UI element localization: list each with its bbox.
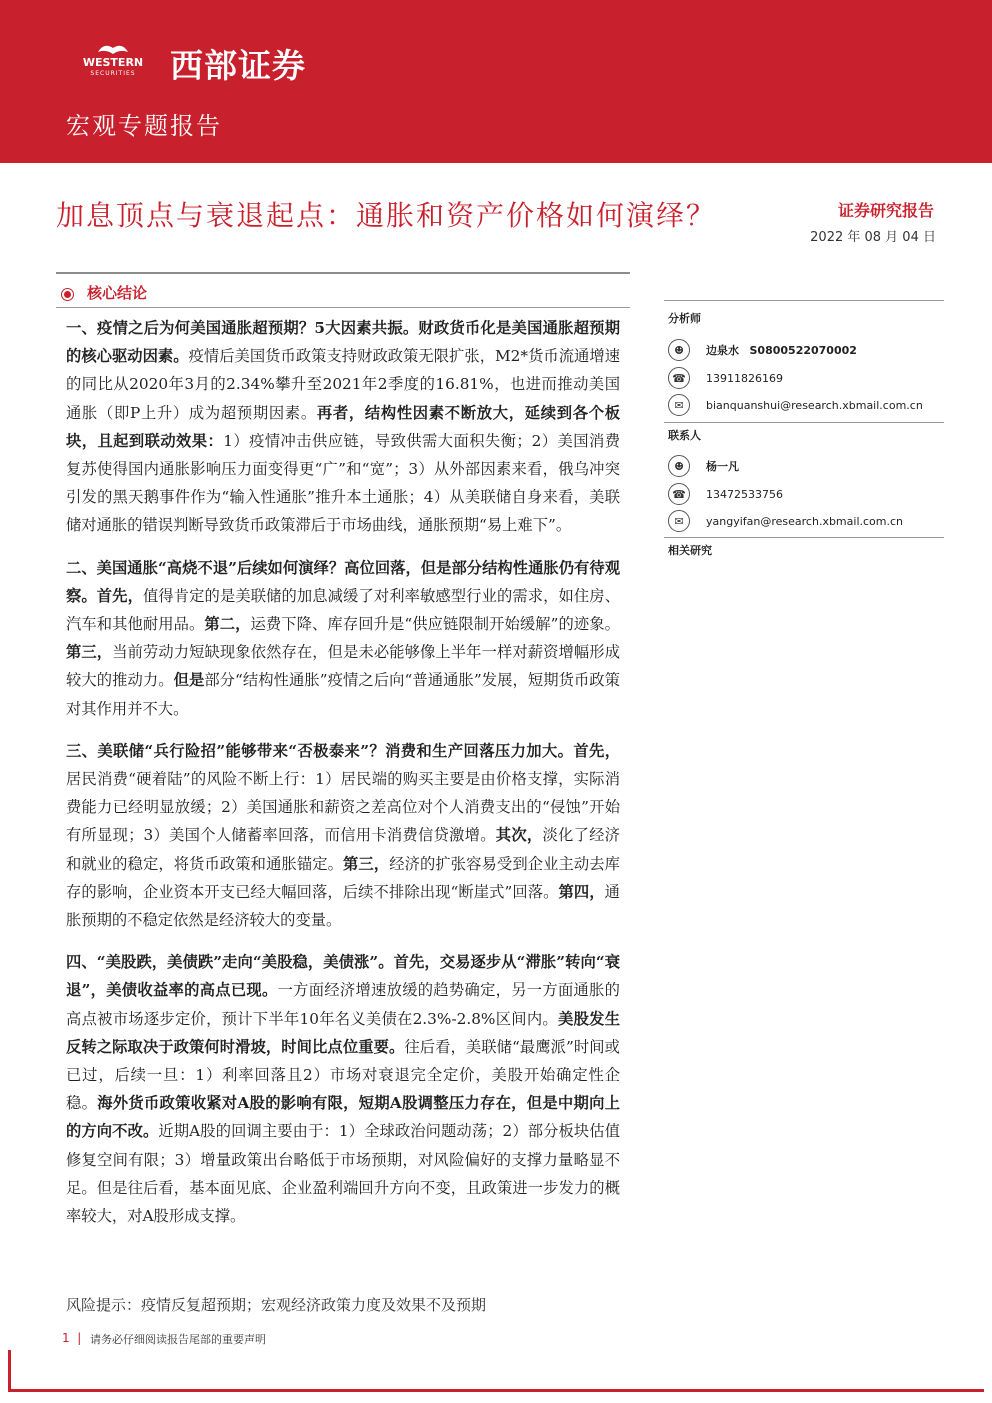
para-3-seg-4: 淡化了经济和就业的稳定，将货币政策和通胀锚定。: [66, 826, 620, 873]
phone-icon: ☎: [668, 483, 690, 505]
para-4-seg-6: 近期A股的回调主要由于：1）全球政治问题动荡；2）部分板块估值修复空间有限；3）增量政策出台略低于市场预期，对风险偏好的支撑力量略显不足。但是往后看，基本面见底、企业盈利端回升方向不变，且政策进一步发力的概率较大，对A股形成支撑。: [66, 1122, 620, 1226]
para-2-seg-3: 第二，: [204, 615, 251, 634]
mail-icon: ✉: [668, 510, 690, 532]
analyst-label: 分析师: [668, 312, 701, 325]
header-banner: [0, 0, 992, 163]
para-3-seg-6: 经济的扩张容易受到企业主动去库存的影响，企业资本开支已经大幅回落，后续不排除出现“断崖式”回落。: [66, 854, 620, 901]
section-heading: [64, 282, 147, 303]
paragraph-3: [66, 737, 620, 934]
para-4-seg-4: 往后看，美联储“最鹰派”时间或已过，后续一旦：1）利率回落且2）市场对衰退完全定价，美股开始确定性企稳。: [66, 1037, 620, 1113]
para-2-seg-4: 运费下降、库存回升是“供应链限制开始缓解”的迹象。: [250, 615, 620, 634]
footer-corner-vertical: [8, 1350, 11, 1392]
analyst-cert: S0800522070002: [749, 344, 857, 357]
para-3-seg-3: 其次，: [495, 826, 543, 845]
para-4-seg-3: 美股发生反转之际取决于政策何时滑坡，时间比点位重要。: [66, 1009, 620, 1056]
phone-icon: ☎: [668, 367, 690, 389]
svg-text:WESTERN: WESTERN: [82, 56, 144, 69]
para-4-seg-5: 海外货币政策收紧对A股的影响有限，短期A股调整压力存在，但是中期向上的方向不改。: [66, 1094, 620, 1141]
para-4-seg-1: 四、“美股跌，美债跌”走向“美股稳，美债涨”。首先，交易逐步从“滞胀”转向“衰退”，美债收益率的高点已现。: [66, 953, 620, 1000]
contact-email[interactable]: yangyifan@research.xbmail.com.cn: [706, 514, 904, 528]
para-1-seg-4: 1）疫情冲击供应链，导致供需大面积失衡；2）美国消费复苏使得国内通胀影响压力面变得更“广”和“宽”；3）从外部因素来看，俄乌冲突引发的黑天鹅事件作为“输入性通胀”推升本土通胀；4）从美联储自身来看，美联储对通胀的错误判断导致货币政策滞后于市场曲线，通胀预期“易上难下”。: [66, 431, 620, 535]
sidebar-divider-related: [664, 537, 944, 538]
para-1-seg-1: 一、疫情之后为何美国通胀超预期？5大因素共振。财政货币化是美国通胀超预期的核心驱动因素。: [66, 319, 620, 366]
risk-warning: 风险提示：疫情反复超预期；宏观经济政策力度及效果不及预期: [66, 1296, 487, 1314]
bullet-icon: [64, 291, 71, 298]
para-2-seg-6: 当前劳动力短缺现象依然存在，但是未必能够像上半年一样对薪资增幅形成较大的推动力。: [66, 643, 620, 690]
analyst-email[interactable]: bianquanshui@research.xbmail.com.cn: [706, 398, 923, 412]
para-2-seg-7: 但是: [173, 671, 205, 690]
paragraph-1: [66, 314, 620, 540]
para-1-seg-3: 再者，结构性因素不断放大，延续到各个板块，且起到联动效果：: [66, 403, 620, 450]
page-number: 1 |: [62, 1331, 82, 1345]
mail-icon: ✉: [668, 394, 690, 416]
para-3-seg-5: 第三，: [343, 854, 390, 873]
para-2-seg-2: 值得肯定的是美联储的加息减缓了对利率敏感型行业的需求，如住房、汽车和其他耐用品。: [66, 586, 620, 634]
para-2-seg-8: 部分“结构性通胀”疫情之后向“普通通胀”发展，短期货币政策对其作用并不大。: [66, 671, 620, 718]
contact-label: 联系人: [668, 429, 701, 442]
analyst-email-row: [668, 394, 923, 416]
para-3-seg-8: 通胀预期的不稳定依然是经济较大的变量。: [66, 882, 620, 930]
contact-name: 杨一凡: [706, 460, 739, 473]
contact-phone: 13472533756: [706, 487, 783, 501]
contact-phone-row: [668, 483, 783, 505]
brand-name: 西部证券: [170, 46, 306, 85]
title-divider: [56, 272, 630, 274]
para-2-seg-1: 二、美国通胀“高烧不退”后续如何演绎？高位回落，但是部分结构性通胀仍有待观察。首先，: [66, 558, 620, 605]
para-3-seg-1: 三、美联储“兵行险招”能够带来“否极泰来”？消费和生产回落压力加大。首先，: [66, 741, 620, 760]
western-securities-logo-icon: [68, 38, 158, 78]
analyst-name: 边泉水: [706, 344, 739, 357]
person-icon: ☻: [668, 339, 690, 361]
report-title: 加息顶点与衰退起点：通胀和资产价格如何演绎？: [56, 199, 717, 232]
para-3-seg-2: 居民消费“硬着陆”的风险不断上行：1）居民端的购买主要是由价格支撑，实际消费能力已经明显放缓；2）美国通胀和薪资之差高位对个人消费支出的“侵蚀”开始有所显现；3）美国个人储蓄率回落，而信用卡消费信贷激增。: [66, 770, 620, 845]
paragraph-4: [66, 948, 620, 1230]
report-date: 2022 年 08 月 04 日: [810, 230, 936, 245]
svg-text:SECURITIES: SECURITIES: [90, 70, 136, 77]
footer-disclaimer: 请务必仔细阅读报告尾部的重要声明: [90, 1333, 266, 1346]
analyst-name-row: [668, 339, 857, 361]
para-1-seg-2: 疫情后美国货币政策支持财政政策无限扩张，M2*货币流通增速的同比从2020年3月的2.34%攀升至2021年2季度的16.81%，也进而推动美国通胀（即P上升）成为超预期因素。: [66, 347, 620, 422]
paragraph-2: [66, 554, 620, 723]
section-divider: [56, 307, 630, 308]
report-tag: 证券研究报告: [837, 201, 934, 220]
para-2-seg-5: 第三，: [66, 643, 113, 662]
sidebar-divider-top: [664, 300, 944, 301]
contact-email-row: [668, 510, 903, 532]
analyst-phone: 13911826169: [706, 371, 783, 385]
related-research-label: 相关研究: [668, 544, 712, 557]
summary-body: [66, 314, 620, 1244]
section-title: 核心结论: [87, 284, 148, 302]
sidebar-divider-contact: [664, 422, 944, 423]
para-4-seg-2: 一方面经济增速放缓的趋势确定，另一方面通胀的高点被市场逐步定价，预计下半年10年名义美债在2.3%-2.8%区间内。: [66, 981, 620, 1028]
report-type: 宏观专题报告: [66, 112, 222, 140]
analyst-phone-row: [668, 367, 783, 389]
contact-name-row: [668, 455, 739, 477]
person-icon: ☻: [668, 455, 690, 477]
footer-corner-horizontal: [8, 1389, 984, 1392]
para-3-seg-7: 第四，: [558, 882, 605, 901]
